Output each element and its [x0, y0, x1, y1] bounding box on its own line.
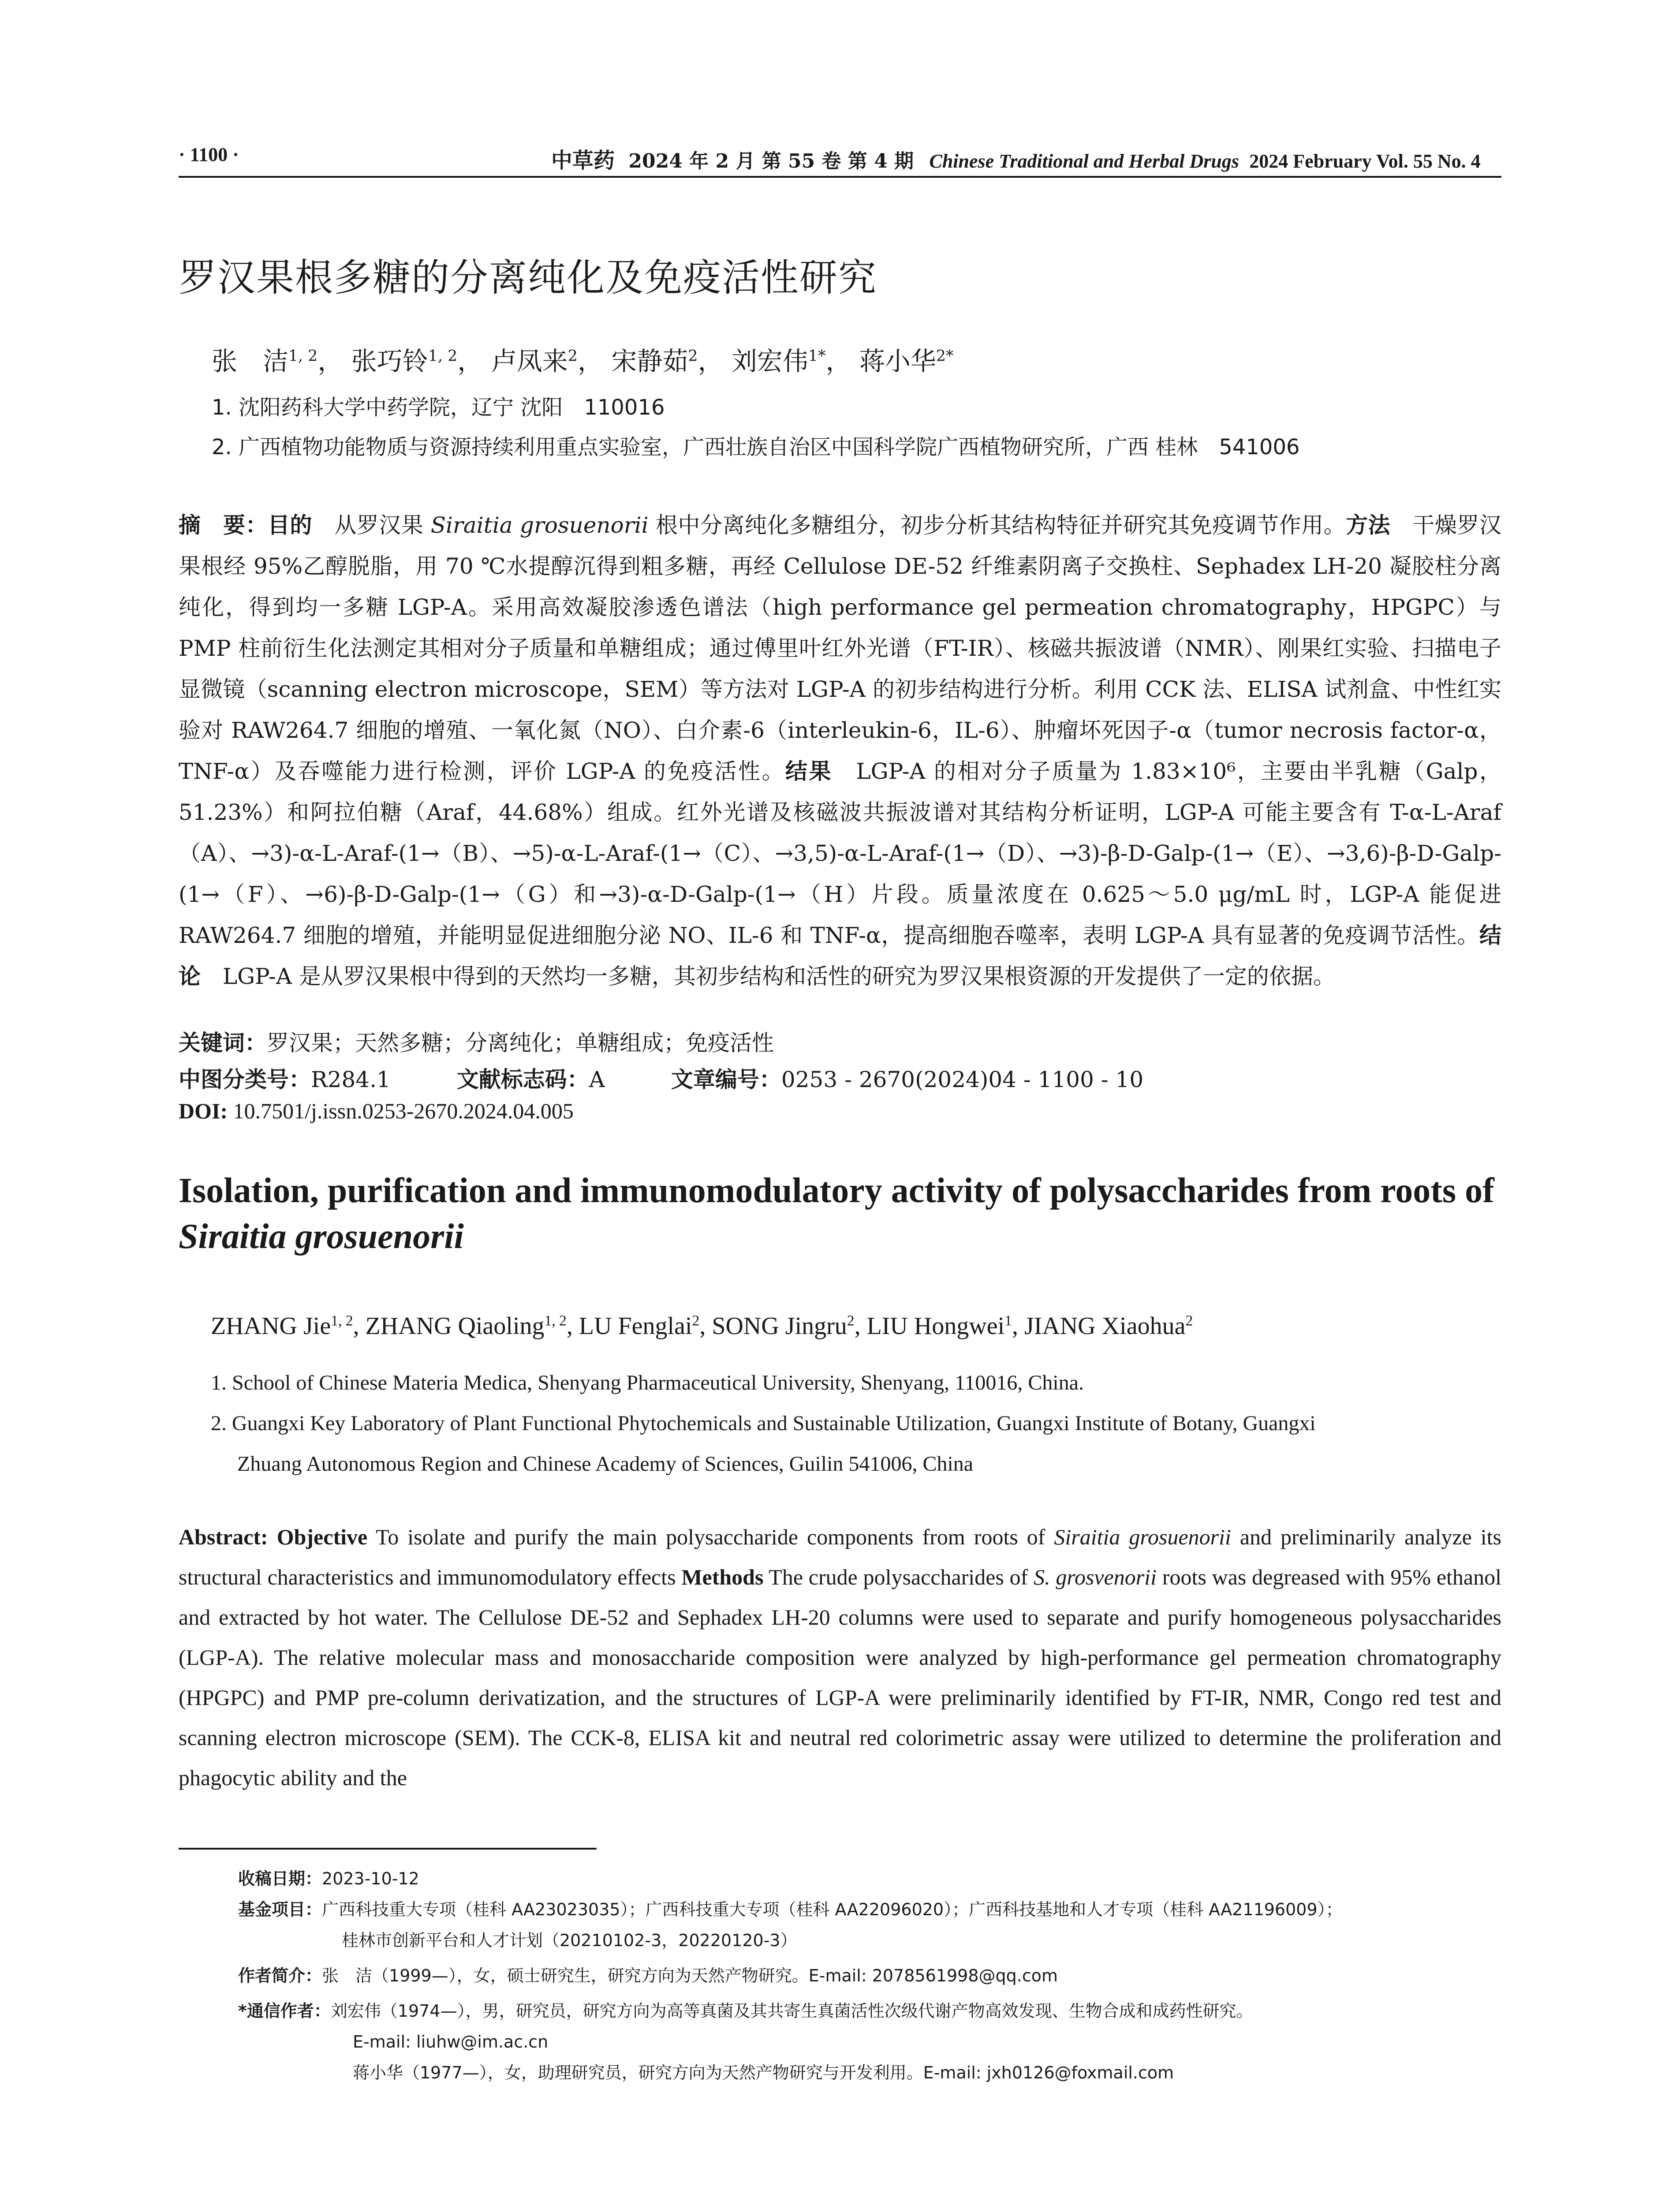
author-cn: 刘宏伟	[731, 346, 808, 376]
author-sup: 1, 2	[428, 347, 458, 365]
author-en: JIANG Xiaohua	[1024, 1312, 1186, 1340]
footnote-received	[238, 1865, 1508, 1893]
footnote-text: 2023-10-12	[322, 1869, 419, 1888]
article-no-label: 文章编号：	[671, 1067, 781, 1092]
author-cn: 张巧铃	[351, 346, 428, 376]
author-en: LU Fenglai	[579, 1312, 692, 1340]
species-name: Siraitia grosuenorii	[430, 512, 649, 538]
abstract-text: LGP-A 是从罗汉果根中得到的天然均一多糖，其初步结构和活性的研究为罗汉果根资源的开发提供了一定的依据。	[201, 964, 1335, 989]
author-en: ZHANG Qiaoling	[365, 1312, 545, 1340]
journal-name-cn: 中草药	[551, 148, 615, 173]
author-sup: 2	[847, 1312, 855, 1329]
keywords-text: 罗汉果；天然多糖；分离纯化；单糖组成；免疫活性	[267, 1030, 774, 1056]
author-en: SONG Jingru	[712, 1312, 847, 1340]
author-sup: 1	[1004, 1312, 1012, 1329]
footnote-text: 张 洁（1999—），女，硕士研究生，研究方向为天然产物研究。E-mail: 2078561998@qq.com	[322, 1966, 1058, 1985]
page-number: · 1100 ·	[179, 144, 239, 165]
author-cn: 张 洁	[212, 346, 289, 376]
title-en-species: Siraitia grosuenorii	[179, 1217, 464, 1256]
footnote-corresponding-2: 蒋小华（1977—），女，助理研究员，研究方向为天然产物研究与开发利用。E-mail: jxh0126@foxmail.com	[353, 2063, 1174, 2082]
footnote-label: *通信作者：	[238, 2001, 331, 2021]
author-en: ZHANG Jie	[211, 1312, 331, 1340]
keywords	[179, 1025, 774, 1057]
affiliation-cn-2: 2. 广西植物功能物质与资源持续利用重点实验室，广西壮族自治区中国科学院广西植物研究所，广西 桂林 541006	[212, 435, 1300, 460]
footnote-corresponding	[238, 1997, 1508, 2025]
affiliation-en-1: 1. School of Chinese Materia Medica, Shenyang Pharmaceutical University, Shenyang, 110016, China.	[211, 1371, 1084, 1394]
issue-date-cn: 2024 年 2 月 第 55 卷 第 4 期	[628, 150, 914, 172]
issue-volume-en: 2024 February Vol. 55 No. 4	[1249, 150, 1481, 172]
footnote-rule	[179, 1848, 597, 1850]
abstract-label: 摘 要：	[179, 512, 268, 538]
conclusion-label: 结论	[179, 923, 1501, 989]
author-sup: 2	[1185, 1312, 1193, 1329]
article-no-value: 0253 - 2670(2024)04 - 1100 - 10	[781, 1067, 1144, 1092]
footnote-fund	[238, 1895, 1508, 1924]
author-sup: 1, 2	[544, 1312, 567, 1329]
author-cn: 宋静茹	[611, 346, 688, 376]
species-name-en: Siraitia grosuenorii	[1054, 1525, 1231, 1549]
title-en-text: Isolation, purification and immunomodulatory activity of polysaccharides from roots of	[179, 1171, 1494, 1210]
footnote-fund-cont: 桂林市创新平台和人才计划（20210102-3，20220120-3）	[342, 1931, 797, 1950]
author-cn: 卢凤来	[491, 346, 568, 376]
abstract-en-text: The crude polysaccharides of	[763, 1565, 1034, 1589]
author-en: LIU Hongwei	[866, 1312, 1005, 1340]
author-sup: 1, 2	[288, 347, 318, 365]
title-en	[179, 1168, 1510, 1259]
abstract-en	[179, 1517, 1501, 1798]
doc-code-label: 文献标志码：	[456, 1067, 589, 1092]
running-header	[179, 143, 1501, 178]
authors-cn: 张 洁$^{1, 2}$， 张巧铃$^{1, 2}$， 卢凤来$^2$， 宋静茹$^2$， 刘宏伟$^{1*}$， 蒋小华$^{2*}$	[212, 346, 954, 376]
abstract-en-text: To isolate and purify the main polysaccharide components from roots of	[367, 1525, 1054, 1549]
footnote-label: 收稿日期：	[238, 1869, 322, 1888]
abstract-en-text: and preliminarily analyze its structural characteristics and immunomodulatory effects	[179, 1525, 1501, 1589]
methods-en-label: Methods	[681, 1565, 764, 1589]
author-sup: 2*	[936, 347, 954, 365]
clc-value: R284.1	[311, 1067, 391, 1092]
footnote-email: E-mail: liuhw@im.ac.cn	[353, 2032, 549, 2052]
abstract-en-label: Abstract:	[179, 1525, 268, 1549]
species-abbrev-en: S. grosvenorii	[1034, 1565, 1157, 1589]
objective-en-label: Objective	[276, 1525, 368, 1549]
footnote-text: 刘宏伟（1974—），男，研究员，研究方向为高等真菌及其共寄生真菌活性次级代谢产物高效发现、生物合成和成药性研究。	[330, 2001, 1253, 2021]
author-cn: 蒋小华	[859, 346, 936, 376]
authors-en: ZHANG Jie$^{1, 2}$, ZHANG Qiaoling$^{1, 2}$, LU Fenglai$^2$, SONG Jingru$^2$, LIU Hongwei$^1$, JIANG Xiaohua$^2$	[211, 1312, 1193, 1340]
doi-label: DOI:	[179, 1099, 228, 1123]
abstract-text: 干燥罗汉果根经 95%乙醇脱脂，用 70 ℃水提醇沉得到粗多糖，再经 Cellulose DE-52 纤维素阴离子交换柱、Sephadex LH-20 凝胶柱分离纯化，得到均一多糖 LGP-A。采用高效凝胶渗透色谱法（high performance gel permeation chromatography，HPGPC）与 PMP 柱前衍生化法测定其相对分子质量和单糖组成；通过傅里叶红外光谱（FT-IR）、核磁共振波谱（NMR）、刚果红实验、扫描电子显微镜（scanning electron microscope，SEM）等方法对 LGP-A 的初步结构进行分析。利用 CCK 法、ELISA 试剂盒、中性红实验对 RAW264.7 细胞的增殖、一氧化氮（NO）、白介素-6（interleukin-6，IL-6）、肿瘤坏死因子-α（tumor necrosis factor-α，TNF-α）及吞噬能力进行检测，评价 LGP-A 的免疫活性。	[179, 512, 1502, 784]
keywords-label: 关键词：	[179, 1030, 267, 1056]
title-cn: 罗汉果根多糖的分离纯化及免疫活性研究	[179, 256, 877, 300]
footnote-text: 广西科技重大专项（桂科 AA23023035）；广西科技重大专项（桂科 AA22096020）；广西科技基地和人才专项（桂科 AA21196009）；	[322, 1900, 1343, 1919]
footnote-label: 基金项目：	[238, 1900, 322, 1919]
objective-label: 目的	[267, 512, 312, 538]
classification	[179, 1062, 1143, 1094]
abstract-text: LGP-A 的相对分子质量为 1.83×10⁶，主要由半乳糖（Galp，51.23%）和阿拉伯糖（Araf，44.68%）组成。红外光谱及核磁波共振波谱对其结构分析证明，LGP-A 可能主要含有 T-α-L-Araf（A）、→3)-α-L-Araf-(1→（B）、→5)-α-L-Araf-(1→（C）、→3,5)-α-L-Araf-(1→（D）、→3)-β-D-Galp-(1→（E）、→3,6)-β-D-Galp-(1→（F）、→6)-β-D-Galp-(1→（G）和→3)-α-D-Galp-(1→（H）片段。质量浓度在 0.625～5.0 μg/mL 时，LGP-A 能促进 RAW264.7 细胞的增殖，并能明显促进细胞分泌 NO、IL-6 和 TNF-α，提高细胞吞噬率，表明 LGP-A 具有显著的免疫调节活性。	[179, 759, 1502, 948]
affiliations-en	[211, 1363, 1503, 1484]
abstract-text: 从罗汉果	[312, 512, 431, 538]
affiliation-en-2-cont: Zhuang Autonomous Region and Chinese Academy of Sciences, Guilin 541006, China	[237, 1452, 974, 1476]
footnote-label: 作者简介：	[238, 1966, 322, 1985]
footnote-author-bio	[238, 1962, 1508, 1990]
abstract-cn	[179, 505, 1501, 997]
journal-line	[551, 143, 1481, 174]
author-sup: 1*	[808, 347, 826, 365]
journal-name-en: Chinese Traditional and Herbal Drugs	[929, 150, 1239, 172]
doi	[179, 1098, 574, 1124]
abstract-text: 根中分离纯化多糖组分，初步分析其结构特征并研究其免疫调节作用。	[648, 512, 1346, 538]
author-sup: 2	[567, 347, 578, 365]
doc-code-value: A	[589, 1067, 605, 1092]
affiliation-cn-1: 1. 沈阳药科大学中药学院，辽宁 沈阳 110016	[212, 395, 665, 420]
abstract-en-text: roots was degreased with 95% ethanol and extracted by hot water. The Cellulose DE-52 and Sephadex LH-20 columns were used to separate and purify homogeneous polysaccharides (LGP-A). The relative molecular mass and monosaccharide composition were analyzed by high-performance gel permeation chromatography (HPGPC) and PMP pre-column derivatization, and the structures of LGP-A were preliminarily identified by FT-IR, NMR, Congo red test and scanning electron microscope (SEM). The CCK-8, ELISA kit and neutral red colorimetric assay were utilized to determine the proliferation and phagocytic ability and the	[179, 1565, 1502, 1790]
author-sup: 2	[688, 347, 698, 365]
methods-label: 方法	[1346, 512, 1391, 538]
doi-link[interactable]: 10.7501/j.issn.0253-2670.2024.04.005	[228, 1099, 574, 1123]
author-sup: 1, 2	[331, 1312, 353, 1329]
affiliation-en-2: 2. Guangxi Key Laboratory of Plant Functional Phytochemicals and Sustainable Utilization, Guangxi Institute of Botany, Guangxi	[211, 1412, 1316, 1435]
results-label: 结果	[785, 759, 833, 784]
author-sup: 2	[692, 1312, 700, 1329]
clc-label: 中图分类号：	[179, 1067, 311, 1092]
